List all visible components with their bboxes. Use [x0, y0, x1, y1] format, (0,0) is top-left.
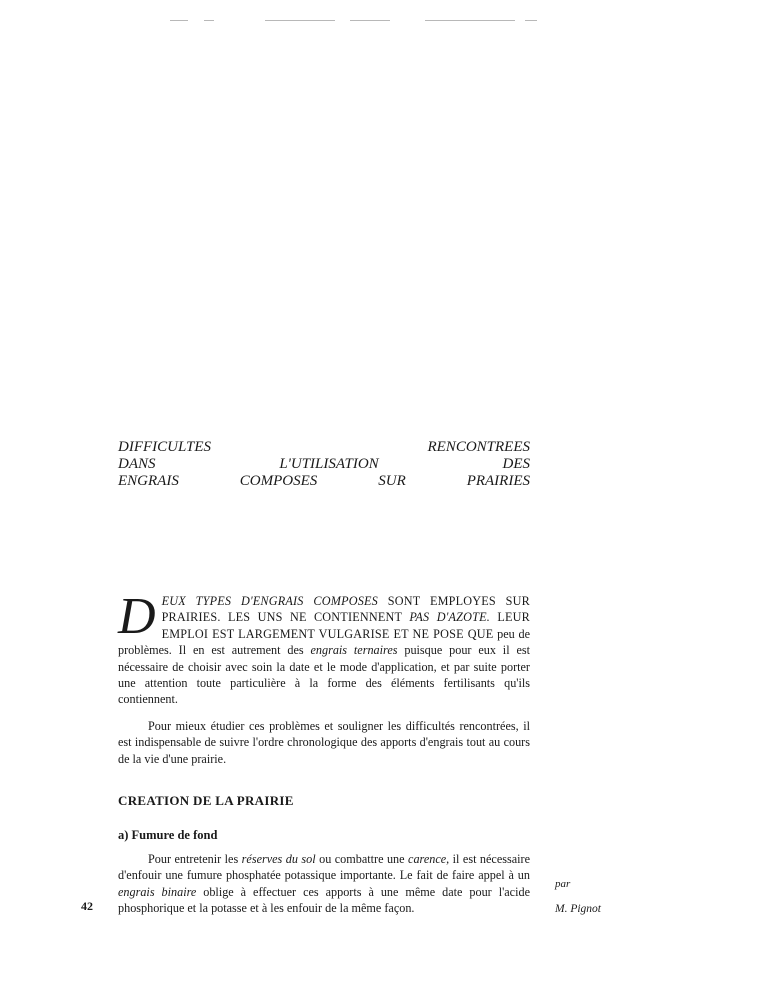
paragraph-text: oblige à effectuer ces apports à une même date pour l'acide phosphorique et la potasse et à les enfouir de la même façon. — [118, 884, 530, 916]
paragraph-text: Pour entretenir les — [148, 852, 242, 866]
intro-lead-span: LEUR EMPLOI EST LARGEMENT VULGARISE ET NE POSE QUE — [161, 610, 530, 641]
paragraph-emphasis: carence, — [408, 852, 450, 866]
intro-text: peu de problèmes. Il en est autrement des — [118, 626, 530, 658]
paragraph-text: ou combattre une — [315, 852, 409, 866]
title-word: ENGRAIS — [118, 473, 179, 489]
third-paragraph — [118, 851, 530, 917]
page-number: 42 — [81, 899, 93, 913]
paragraph-emphasis: engrais binaire — [118, 884, 197, 899]
second-paragraph: Pour mieux étudier ces problèmes et souligner les difficultés rencontrées, il est indispensable de suivre l'ordre chronologique des apports d'engrais tout au cours de la vie d'une prairie. — [118, 719, 530, 766]
title-word: COMPOSES — [239, 473, 318, 489]
title-line-3 — [118, 473, 530, 490]
title-word: SUR — [378, 473, 406, 489]
title-word: RENCONTREES — [427, 439, 530, 455]
intro-lead-text — [162, 594, 530, 641]
title-line-2 — [118, 456, 530, 473]
drop-cap: D — [118, 588, 156, 645]
intro-text: puisque pour eux il est nécessaire de choisir avec soin la date et le mode d'application, et par suite porter une attention toute particulière à la forme des éléments fertilisants qu'ils contiennent. — [118, 643, 530, 707]
article-title — [118, 439, 530, 490]
intro-lead-span: SONT EMPLOYES SUR PRAIRIES. LES UNS NE CONTIENNENT — [161, 594, 530, 625]
paragraph-text: il est nécessaire d'enfouir une fumure phosphatée potassique importante. Le fait de faire appel à un — [118, 852, 530, 883]
byline-author: M. Pignot — [555, 903, 601, 915]
title-line-1 — [118, 439, 530, 456]
intro-lead-emphasis: EUX TYPES D'ENGRAIS COMPOSES — [161, 594, 378, 608]
title-word: L'UTILISATION — [279, 456, 379, 472]
title-word: DES — [502, 456, 530, 472]
intro-emphasis: engrais ternaires — [310, 643, 398, 658]
scan-artifact-marks — [170, 20, 550, 24]
title-word: DANS — [118, 456, 156, 472]
section-heading: CREATION DE LA PRAIRIE — [118, 793, 294, 808]
title-word: DIFFICULTES — [118, 439, 212, 455]
title-word: PRAIRIES — [466, 473, 530, 489]
sub-heading: a) Fumure de fond — [118, 828, 218, 842]
byline-par: par — [555, 878, 571, 890]
paragraph-emphasis: réserves du sol — [241, 852, 316, 866]
intro-lead-emphasis: PAS D'AZOTE. — [409, 610, 490, 625]
intro-paragraph — [118, 588, 530, 708]
